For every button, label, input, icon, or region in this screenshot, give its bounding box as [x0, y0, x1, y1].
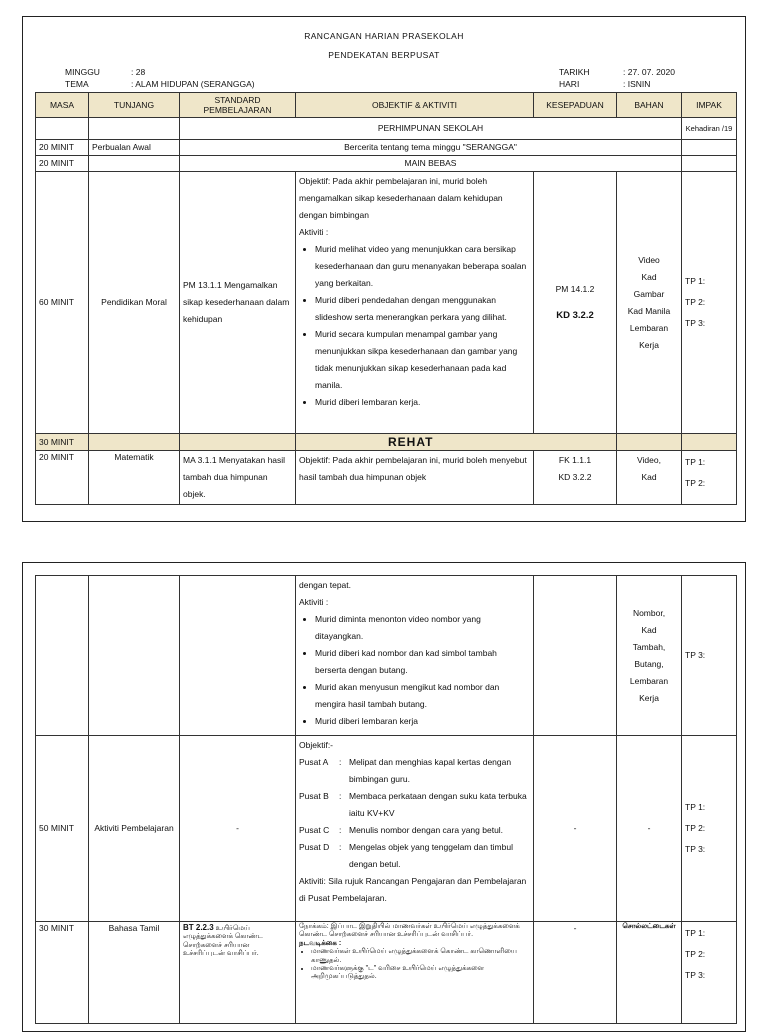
aktiviti-list [299, 241, 530, 411]
objektif-text: நோக்கம்: இப்பாட இறுதியில் மாணவர்கள் உயிர்மெய் எழுத்துக்களைக் கொண்ட சொற்களைச் சரியான உச்சரிப்புடன் வாசிப்பர். [299, 923, 520, 939]
bahan-cell [617, 576, 682, 736]
kesepaduan-cell: - [534, 736, 617, 922]
bahan-item: Tambah, [632, 641, 666, 652]
pusat-key: Pusat D [299, 842, 330, 852]
list-item: • Murid diminta menonton video nombor yang ditayangkan. [315, 611, 530, 645]
list-item: • Murid diberi pendedahan dengan menggunakan slideshow serta menerangkan perkara yang dilihat. [315, 292, 530, 326]
tunjang-cell: Matematik [89, 451, 180, 505]
hari-value: : ISNIN [623, 79, 651, 89]
pusat-b: Pusat B : Membaca perkataan dengan suku kata terbuka iaitu KV+KV [299, 788, 530, 822]
tunjang-cell: Perbualan Awal [89, 140, 180, 156]
standard-cell [180, 922, 296, 1024]
bahan-item: Kad Manila [627, 305, 671, 316]
impak-item: TP 2: [685, 478, 706, 489]
list-item: • Murid akan menyusun mengikut kad nombor dan mengira hasil tambah butang. [315, 679, 530, 713]
rehat-row [36, 434, 737, 451]
impak-item: TP 1: [685, 928, 706, 938]
masa-cell: 50 MINIT [36, 736, 89, 922]
rehat-label: REHAT [296, 434, 617, 451]
list-item: • மாணவர்களுக்கு "ட" வரிசை உயிர்மெய் எழுத்துக்களை அறிமுகப்படுத்துதல். [311, 965, 530, 982]
table-row [36, 118, 737, 140]
objektif-cell [296, 736, 534, 922]
impak-cell [682, 451, 737, 505]
col-objektif: OBJEKTIF & AKTIVITI [296, 93, 534, 118]
kesepaduan-cell [534, 451, 617, 505]
kesepaduan-cell: - [534, 922, 617, 1024]
col-bahan: BAHAN [617, 93, 682, 118]
lesson-plan-table [35, 92, 737, 505]
bahan-cell: சொல்லட்டைகள் [617, 922, 682, 1024]
bahan-item: Gambar [633, 288, 665, 299]
impak-cell [682, 922, 737, 1024]
col-masa: MASA [36, 93, 89, 118]
aktiviti-note: Aktiviti: Sila rujuk Rancangan Pengajaran dan Pembelajaran di Pusat Pembelajaran. [299, 876, 527, 903]
tunjang-cell: Aktiviti Pembelajaran [89, 736, 180, 922]
aktiviti-list [299, 611, 530, 730]
col-standard: STANDARD PEMBELAJARAN [180, 93, 296, 118]
page-1 [22, 16, 746, 522]
pusat-a: Pusat A : Melipat dan menghias kapal kertas dengan bimbingan guru. [299, 754, 530, 788]
impak-item: TP 3: [685, 970, 706, 980]
list-item: • Murid diberi lembaran kerja [315, 713, 530, 730]
page-2 [22, 562, 746, 1032]
list-item: • Murid diberi kad nombor dan kad simbol tambah berserta dengan butang. [315, 645, 530, 679]
col-kesepaduan: KESEPADUAN [534, 93, 617, 118]
impak-item: TP 3: [685, 318, 706, 328]
tema-label: TEMA [65, 79, 89, 89]
document-subtitle: PENDEKATAN BERPUSAT [328, 50, 440, 60]
bahan-cell [617, 172, 682, 434]
bahan-item: Lembaran [629, 322, 669, 333]
pusat-key: Pusat A [299, 757, 329, 767]
table-header-row [36, 93, 737, 118]
kesepaduan-2: KD 3.2.2 [558, 472, 592, 483]
lesson-plan-table-continued [35, 575, 737, 1024]
impak-cell [682, 172, 737, 434]
aktiviti-label: Aktiviti : [299, 227, 329, 237]
hari-label: HARI [559, 79, 580, 89]
impak-item: TP 2: [685, 297, 706, 307]
masa-cell: 30 MINIT [36, 434, 89, 451]
activity-cell: Bercerita tentang tema minggu "SERANGGA" [180, 140, 682, 156]
minggu-value: : 28 [131, 67, 146, 77]
tarikh-value: : 27. 07. 2020 [623, 67, 675, 77]
pusat-key: Pusat B [299, 791, 329, 801]
bahan-item: Kad [641, 472, 657, 483]
bahan-item: Video, [637, 455, 661, 466]
objektif-cell [296, 576, 534, 736]
standard-cell: PM 13.1.1 Mengamalkan sikap kesederhanaan dalam kehidupan [180, 172, 296, 434]
sp-code: BT 2.2.3 [183, 923, 214, 932]
activity-cell: MAIN BEBAS [180, 156, 682, 172]
bahan-item: Nombor, [632, 607, 666, 618]
impak-item: TP 2: [685, 823, 706, 833]
impak-item: TP 3: [685, 844, 706, 854]
bahan-item: Lembaran [629, 675, 669, 686]
pusat-value: Menulis nombor dengan cara yang betul. [349, 825, 504, 835]
table-row [36, 922, 737, 1024]
objektif-cell [296, 172, 534, 434]
standard-cell: MA 3.1.1 Menyatakan hasil tambah dua himpunan objek. [180, 451, 296, 505]
objektif-label: Objektif:- [299, 740, 334, 750]
list-item: • Murid diberi lembaran kerja. [315, 394, 530, 411]
document-title: RANCANGAN HARIAN PRASEKOLAH [304, 31, 464, 41]
table-row [36, 451, 737, 505]
table-row [36, 576, 737, 736]
masa-cell: 60 MINIT [36, 172, 89, 434]
bahan-item: Kad [641, 271, 657, 282]
list-item: • Murid melihat video yang menunjukkan cara bersikap kesederhanaan dan guru menanyakan beberapa soalan yang berkaitan. [315, 241, 530, 292]
impak-item: TP 2: [685, 949, 706, 959]
kehadiran-cell: Kehadiran /19 [682, 118, 737, 140]
bahan-item: Kad [641, 624, 657, 635]
bahan-item: Kerja [639, 692, 659, 703]
objektif-text: Objektif: Pada akhir pembelajaran ini, murid boleh mengamalkan sikap kesederhanaan dalam kehidupan dengan bimbingan [299, 176, 503, 220]
table-row [36, 140, 737, 156]
impak-item: TP 1: [685, 457, 706, 468]
impak-item: TP 3: [685, 650, 706, 660]
objektif-cell: Objektif: Pada akhir pembelajaran ini, murid boleh menyebut hasil tambah dua himpunan objek [296, 451, 534, 505]
masa-cell: 20 MINIT [36, 451, 89, 505]
bahan-item: Video [638, 254, 660, 265]
bahan-item: Butang, [634, 658, 664, 669]
pusat-c: Pusat C : Menulis nombor dengan cara yang betul. [299, 822, 530, 839]
table-row [36, 156, 737, 172]
kesepaduan-1: PM 14.1.2 [555, 283, 595, 294]
kesepaduan-1: FK 1.1.1 [558, 455, 592, 466]
pusat-d: Pusat D : Mengelas objek yang tenggelam dan timbul dengan betul. [299, 839, 530, 873]
table-row [36, 736, 737, 922]
pusat-key: Pusat C [299, 825, 330, 835]
col-impak: IMPAK [682, 93, 737, 118]
list-item: • மாணவர்கள் உயிர்மெய் எழுத்துக்களைக் கொண்ட காணொளியை காணுதல். [311, 948, 530, 965]
kesepaduan-cell [534, 172, 617, 434]
aktiviti-label: Aktiviti : [299, 597, 329, 607]
perhimpunan-cell: PERHIMPUNAN SEKOLAH [180, 118, 682, 140]
bahan-item: Kerja [639, 339, 659, 350]
bahan-cell: - [617, 736, 682, 922]
aktiviti-label: நடவடிக்கை : [299, 939, 342, 947]
bahan-cell [617, 451, 682, 505]
impak-cell [682, 736, 737, 922]
tema-value: : ALAM HIDUPAN (SERANGGA) [131, 79, 255, 89]
impak-item: TP 1: [685, 276, 706, 286]
aktiviti-list [299, 948, 530, 982]
tarikh-label: TARIKH [559, 67, 590, 77]
tunjang-cell: Bahasa Tamil [89, 922, 180, 1024]
masa-cell: 20 MINIT [36, 140, 89, 156]
masa-cell: 30 MINIT [36, 922, 89, 1024]
impak-cell [682, 576, 737, 736]
list-item: • Murid secara kumpulan menampal gambar yang menunjukkan sikpa kesederhanaan dan gambar yang tidak menunjukkan sikap kesederhanaan pada kad manila. [315, 326, 530, 394]
tunjang-cell: Pendidikan Moral [89, 172, 180, 434]
masa-cell: 20 MINIT [36, 156, 89, 172]
impak-item: TP 1: [685, 802, 706, 812]
objektif-cell [296, 922, 534, 1024]
minggu-label: MINGGU [65, 67, 100, 77]
col-tunjang: TUNJANG [89, 93, 180, 118]
kesepaduan-2: KD 3.2.2 [556, 309, 594, 321]
table-row [36, 172, 737, 434]
standard-cell: - [180, 736, 296, 922]
pusat-value: Melipat dan menghias kapal kertas dengan bimbingan guru. [349, 757, 512, 784]
sp-text: உயிர்மெய் எழுத்துக்களைக் கொண்ட சொற்களைச் சரியான உச்சரிப்புடன் வாசிப்பர். [183, 925, 263, 958]
objektif-text: dengan tepat. [299, 580, 351, 590]
pusat-value: Membaca perkataan dengan suku kata terbuka iaitu KV+KV [349, 791, 527, 818]
pusat-value: Mengelas objek yang tenggelam dan timbul dengan betul. [349, 842, 513, 869]
